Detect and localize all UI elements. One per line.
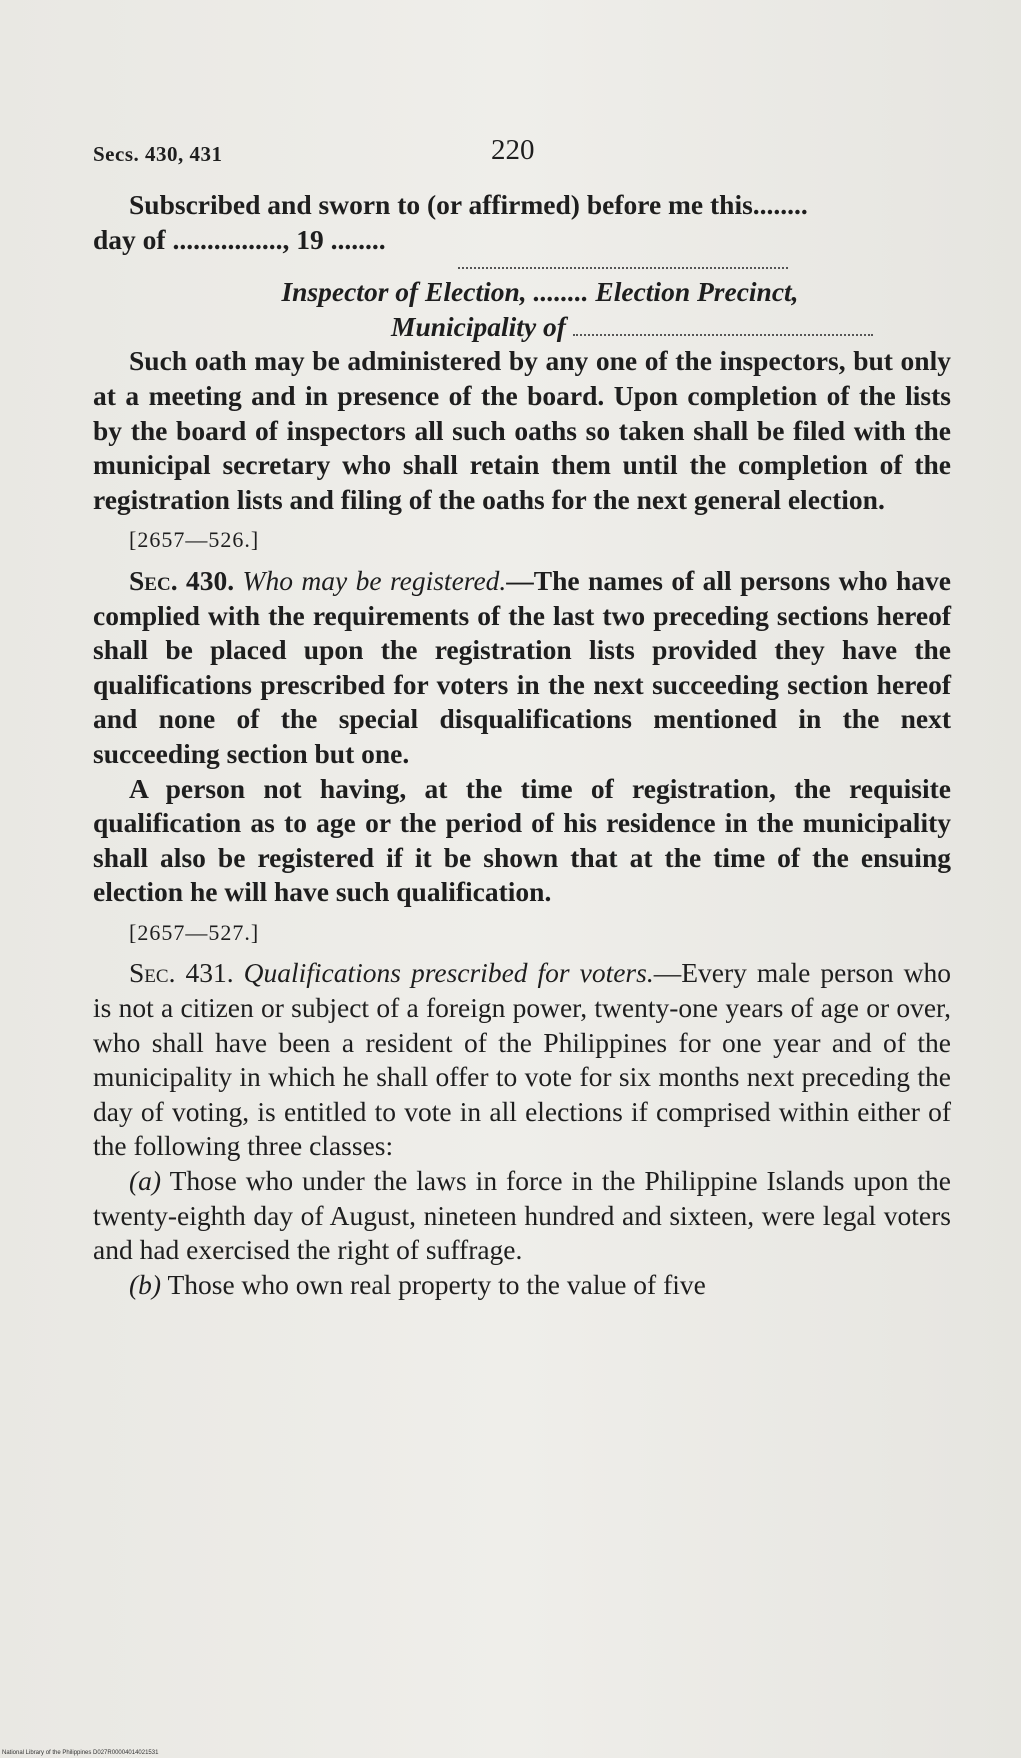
section-430-heading: Who may be registered. <box>242 564 507 596</box>
item-b-label: (b) <box>129 1268 162 1300</box>
oath-subscribed-line: Subscribed and sworn to (or affirmed) before me this........ <box>129 189 808 220</box>
archive-stamp: National Library of the Philippines D027R00004014021531 <box>2 1750 159 1756</box>
section-reference: Secs. 430, 431 <box>93 142 223 166</box>
section-431 <box>93 956 951 1164</box>
inspector-line: Inspector of Election, ........ Election Precinct, <box>281 276 799 308</box>
paragraph-requisite-qualification: A person not having, at the time of registration, the requisite qualification as to age or the period of his residence in the municipality shall also be registered if it be shown that at the time of the ensuing election he will have such qualification. <box>93 772 951 908</box>
citation-526: [2657—526.] <box>129 527 260 553</box>
municipality-blank <box>573 334 873 336</box>
page-body <box>93 188 951 1302</box>
section-430-text: —The names of all persons who have complied with the requirements of the last two preceding sections hereof shall be placed upon the registration lists provided they have the qualifications prescribed for voters in the next succeeding section hereof and none of the special disqualifications mentioned in the next succeeding section but one. <box>93 564 951 769</box>
paragraph-oath-administration: Such oath may be administered by any one of the inspectors, but only at a meeting and in presence of the board. Upon completion of the lists by the board of inspectors all such oaths so taken shall be filed with the municipal secretary who shall retain them until the completion of the registration lists and filing of the oaths for the next general election. <box>93 345 951 515</box>
municipality-line <box>93 310 951 345</box>
citation-527: [2657—527.] <box>129 919 260 945</box>
section-430-label: Sec. 430. <box>129 564 235 596</box>
oath-day-of-line: day of ................, 19 ........ <box>93 223 386 255</box>
item-b <box>93 1268 951 1303</box>
municipality-label: Municipality of <box>391 310 566 342</box>
section-431-label: Sec. 431. <box>129 957 234 989</box>
signature-line <box>458 267 788 275</box>
item-b-text: Those who own real property to the value of five <box>167 1268 706 1300</box>
item-a-label: (a) <box>129 1165 162 1197</box>
section-431-heading: Qualifications prescribed for voters. <box>243 957 654 989</box>
section-430 <box>93 564 951 772</box>
section-431-text: —Every male person who is not a citizen or subject of a foreign power, twenty-one years of age or over, who shall have been a resident of the Philippines for one year and of the municipality in which he shall offer to vote for six months next preceding the day of voting, is entitled to vote in all elections if comprised within either of the following three classes: <box>93 957 951 1162</box>
item-a <box>93 1164 951 1268</box>
item-a-text: Those who under the laws in force in the Philippine Islands upon the twenty-eighth day of August, nineteen hundred and sixteen, were legal voters and had exercised the right of suffrage. <box>93 1165 951 1266</box>
page-number: 220 <box>491 134 535 166</box>
page-header <box>93 134 951 174</box>
